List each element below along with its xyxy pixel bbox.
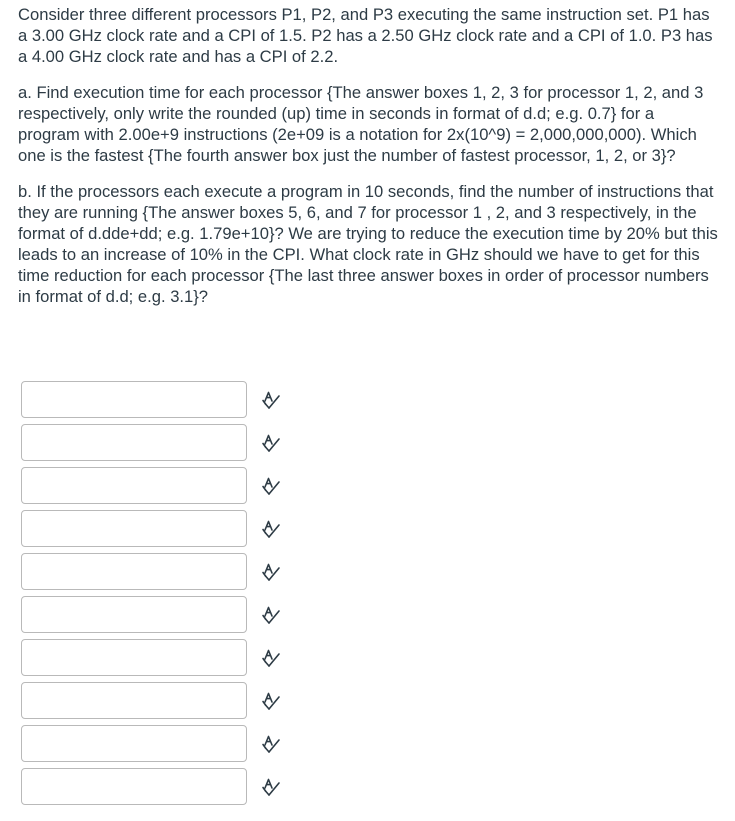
question-text [18, 4, 718, 322]
answer-input-4[interactable] [21, 510, 247, 547]
answer-input-2[interactable] [21, 424, 247, 461]
answer-row-7 [21, 639, 301, 678]
answer-input-1[interactable] [21, 381, 247, 418]
spell-check-icon[interactable] [261, 519, 281, 539]
answer-row-2 [21, 424, 301, 463]
question-paragraph-part-b: b. If the processors each execute a program in 10 seconds, find the number of instructions that they are running {The answer boxes 5, 6, and 7 for processor 1 , 2, and 3 respectively, in the format of d.dde+dd; e.g. 1.79e+10}? We are trying to reduce the execution time by 20% but this leads to an increase of 10% in the CPI. What clock rate in GHz should we have to get for this time reduction for each processor {The last three answer boxes in order of processor numbers in format of d.d; e.g. 3.1}? [18, 182, 718, 306]
answer-row-8 [21, 682, 301, 721]
answer-input-10[interactable] [21, 768, 247, 805]
answer-row-10 [21, 768, 301, 807]
question-paragraph-intro: Consider three different processors P1, P2, and P3 executing the same instruction set. P1 has a 3.00 GHz clock rate and a CPI of 1.5. P2 has a 2.50 GHz clock rate and a CPI of 1.0. P3 has a 4.00 GHz clock rate and has a CPI of 2.2. [18, 5, 713, 66]
answer-input-6[interactable] [21, 596, 247, 633]
answer-row-1 [21, 381, 301, 420]
spell-check-icon[interactable] [261, 390, 281, 410]
spell-check-icon[interactable] [261, 605, 281, 625]
answer-row-4 [21, 510, 301, 549]
answer-input-9[interactable] [21, 725, 247, 762]
question-paragraph-part-a: a. Find execution time for each processor {The answer boxes 1, 2, 3 for processor 1, 2, and 3 respectively, only write the rounded (up) time in seconds in format of d.d; e.g. 0.7} for a program with 2.00e+9 instructions (2e+09 is a notation for 2x(10^9) = 2,000,000,000). Which one is the fastest {The fourth answer box just the number of fastest processor, 1, 2, or 3}? [18, 83, 704, 165]
answer-row-3 [21, 467, 301, 506]
spell-check-icon[interactable] [261, 562, 281, 582]
spell-check-icon[interactable] [261, 734, 281, 754]
spell-check-icon[interactable] [261, 691, 281, 711]
spell-check-icon[interactable] [261, 648, 281, 668]
answer-row-5 [21, 553, 301, 592]
answer-boxes [21, 381, 301, 811]
spell-check-icon[interactable] [261, 777, 281, 797]
answer-input-8[interactable] [21, 682, 247, 719]
answer-row-6 [21, 596, 301, 635]
answer-row-9 [21, 725, 301, 764]
answer-input-5[interactable] [21, 553, 247, 590]
spell-check-icon[interactable] [261, 476, 281, 496]
answer-input-7[interactable] [21, 639, 247, 676]
spell-check-icon[interactable] [261, 433, 281, 453]
answer-input-3[interactable] [21, 467, 247, 504]
